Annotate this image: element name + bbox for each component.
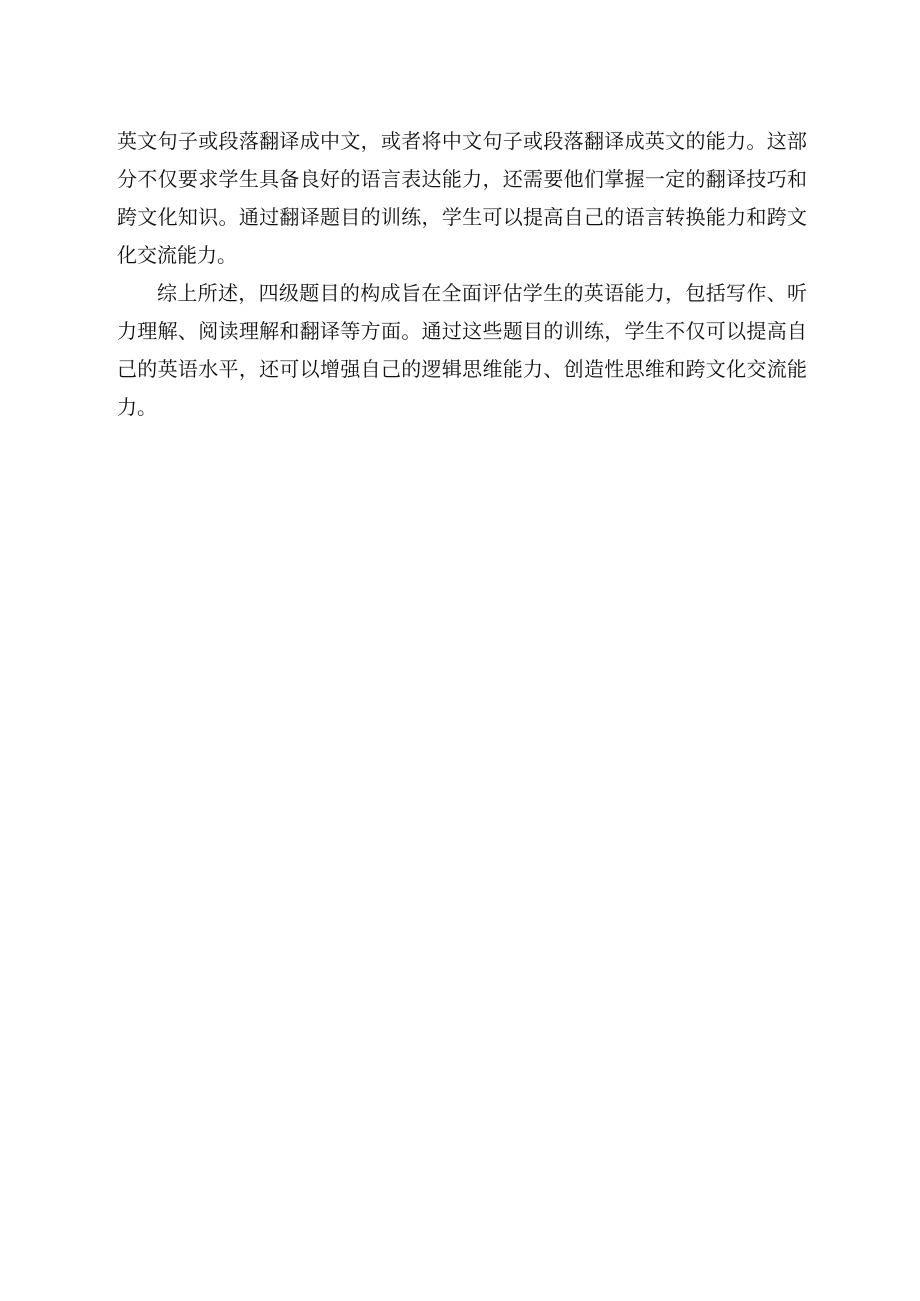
text-line: 分不仅要求学生具备良好的语言表达能力，还需要他们掌握一定的翻译技巧和: [117, 167, 807, 191]
text-line: 力理解、阅读理解和翻译等方面。通过这些题目的训练，学生不仅可以提高自: [117, 319, 807, 343]
text-line: 英文句子或段落翻译成中文，或者将中文句子或段落翻译成英文的能力。这部: [117, 129, 807, 153]
document-body: [117, 122, 807, 426]
text-line: 化交流能力。: [117, 243, 237, 267]
paragraph-summary: [117, 274, 807, 426]
text-line: 力。: [117, 395, 157, 419]
text-line: 综上所述，四级题目的构成旨在全面评估学生的英语能力，包括写作、听: [157, 281, 807, 305]
text-line: 跨文化知识。通过翻译题目的训练，学生可以提高自己的语言转换能力和跨文: [117, 205, 807, 229]
text-line: 己的英语水平，还可以增强自己的逻辑思维能力、创造性思维和跨文化交流能: [117, 357, 807, 381]
paragraph-translation: [117, 122, 807, 274]
